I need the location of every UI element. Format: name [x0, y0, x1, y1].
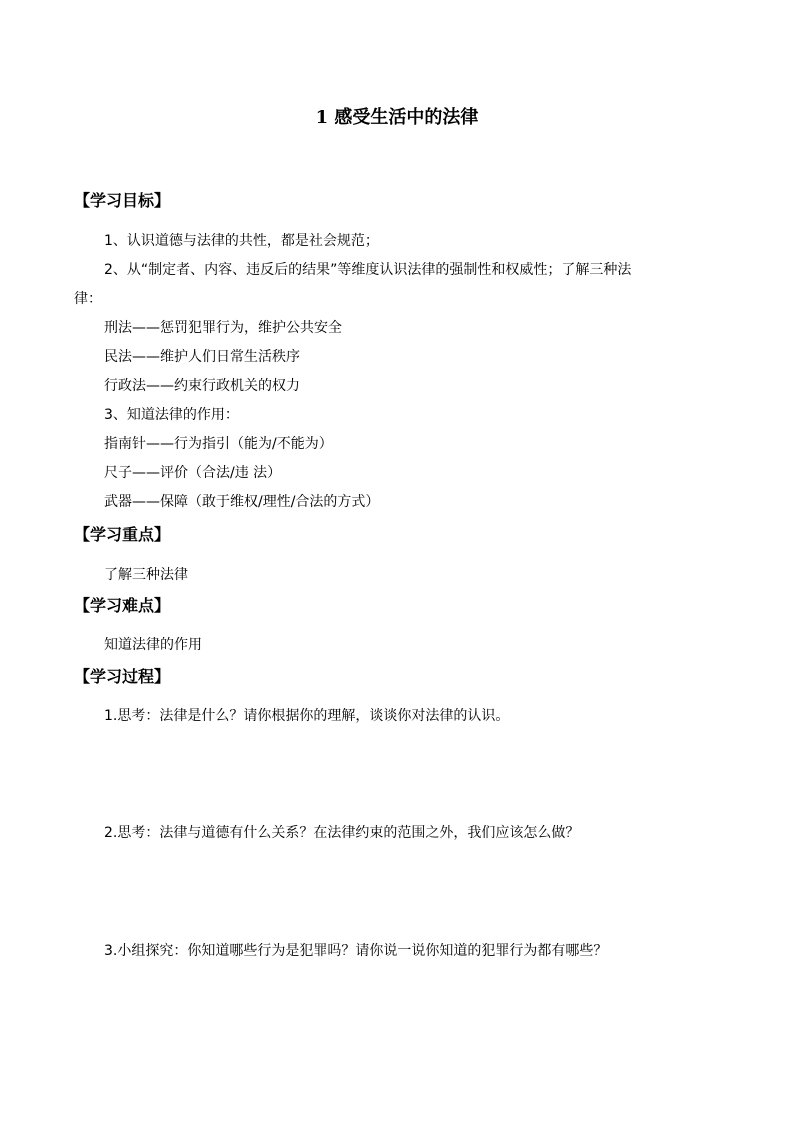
objective-item-2: 2、从“制定者、内容、违反后的结果”等维度认识法律的强制性和权威性；了解三种法	[104, 262, 632, 278]
difficulties-heading: 【学习难点】	[74, 596, 171, 615]
difficulties-text: 知道法律的作用	[104, 637, 202, 653]
key-points-text: 了解三种法律	[104, 567, 188, 583]
process-question-1: 1.思考：法律是什么？请你根据你的理解，谈谈你对法律的认识。	[104, 708, 510, 724]
law-type-civil: 民法——维护人们日常生活秩序	[104, 349, 300, 365]
process-heading: 【学习过程】	[74, 667, 171, 686]
law-role-weapon: 武器——保障（敢于维权/理性/合法的方式）	[104, 494, 380, 510]
process-question-3: 3.小组探究：你知道哪些行为是犯罪吗？请你说一说你知道的犯罪行为都有哪些？	[104, 943, 608, 959]
key-points-heading: 【学习重点】	[74, 525, 171, 544]
process-question-2: 2.思考：法律与道德有什么关系？在法律约束的范围之外，我们应该怎么做？	[104, 825, 580, 841]
objectives-heading: 【学习目标】	[74, 191, 171, 210]
objective-item-2-continued: 律：	[74, 291, 102, 307]
law-role-compass: 指南针——行为指引（能为/不能为）	[104, 436, 333, 452]
law-type-administrative: 行政法——约束行政机关的权力	[104, 378, 300, 394]
objective-item-1: 1、认识道德与法律的共性，都是社会规范；	[104, 233, 379, 249]
objective-item-3: 3、知道法律的作用：	[104, 407, 239, 423]
law-type-criminal: 刑法——惩罚犯罪行为，维护公共安全	[104, 320, 342, 336]
law-role-ruler: 尺子——评价（合法/违 法）	[104, 465, 282, 481]
document-title: 1 感受生活中的法律	[315, 107, 479, 128]
